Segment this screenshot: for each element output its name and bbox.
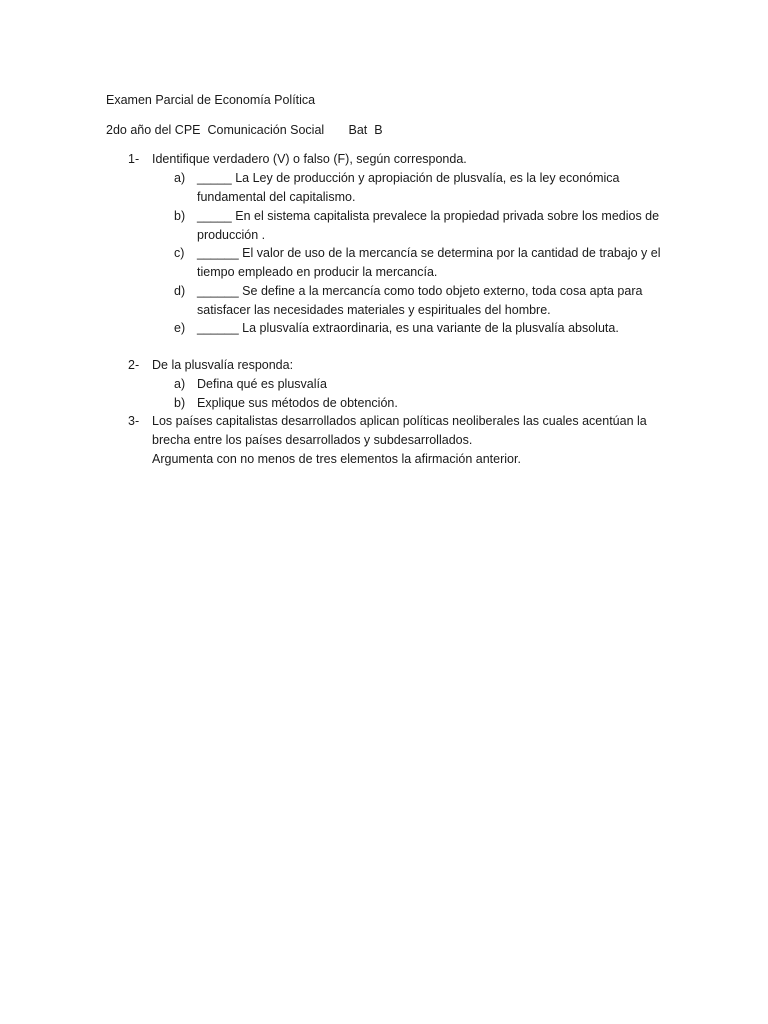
question-1-number: 1- xyxy=(128,152,140,166)
question-3-number: 3- xyxy=(128,414,140,428)
q1-option-a-letter: a) xyxy=(174,171,186,185)
question-2-number: 2- xyxy=(128,358,140,372)
q1-option-a-text: _____ La Ley de producción y apropiación de plusvalía, es la ley económica fundamental del capitalismo. xyxy=(197,171,620,204)
q1-option-c-letter: c) xyxy=(174,246,185,260)
question-1-text: Identifique verdadero (V) o falso (F), según corresponda. xyxy=(152,152,467,166)
q1-option-c-text: ______ El valor de uso de la mercancía se determina por la cantidad de trabajo y el tiempo empleado en producir la mercancía. xyxy=(197,246,661,279)
exam-title: Examen Parcial de Economía Política xyxy=(106,93,316,107)
q1-option-d-letter: d) xyxy=(174,284,186,298)
q2-option-a-letter: a) xyxy=(174,377,186,391)
question-3-instruction: Argumenta con no menos de tres elementos la afirmación anterior. xyxy=(152,452,521,466)
q2-option-b-letter: b) xyxy=(174,396,186,410)
q1-option-b-text: _____ En el sistema capitalista prevalece la propiedad privada sobre los medios de producción . xyxy=(197,209,660,242)
question-3-text: Los países capitalistas desarrollados aplican políticas neoliberales las cuales acentúan la brecha entre los países desarrollados y subdesarrollados. xyxy=(152,414,647,447)
question-2-text: De la plusvalía responda: xyxy=(152,358,294,372)
q1-option-d-text: ______ Se define a la mercancía como todo objeto externo, toda cosa apta para satisfacer las necesidades materiales y espirituales del hombre. xyxy=(197,284,643,317)
q2-option-a-text: Defina qué es plusvalía xyxy=(197,377,327,391)
q1-option-e-letter: e) xyxy=(174,321,186,335)
exam-subtitle: 2do año del CPE Comunicación Social Bat B xyxy=(106,123,383,137)
q2-option-b-text: Explique sus métodos de obtención. xyxy=(197,396,398,410)
q1-option-b-letter: b) xyxy=(174,209,186,223)
q1-option-e-text: ______ La plusvalía extraordinaria, es una variante de la plusvalía absoluta. xyxy=(197,321,619,335)
